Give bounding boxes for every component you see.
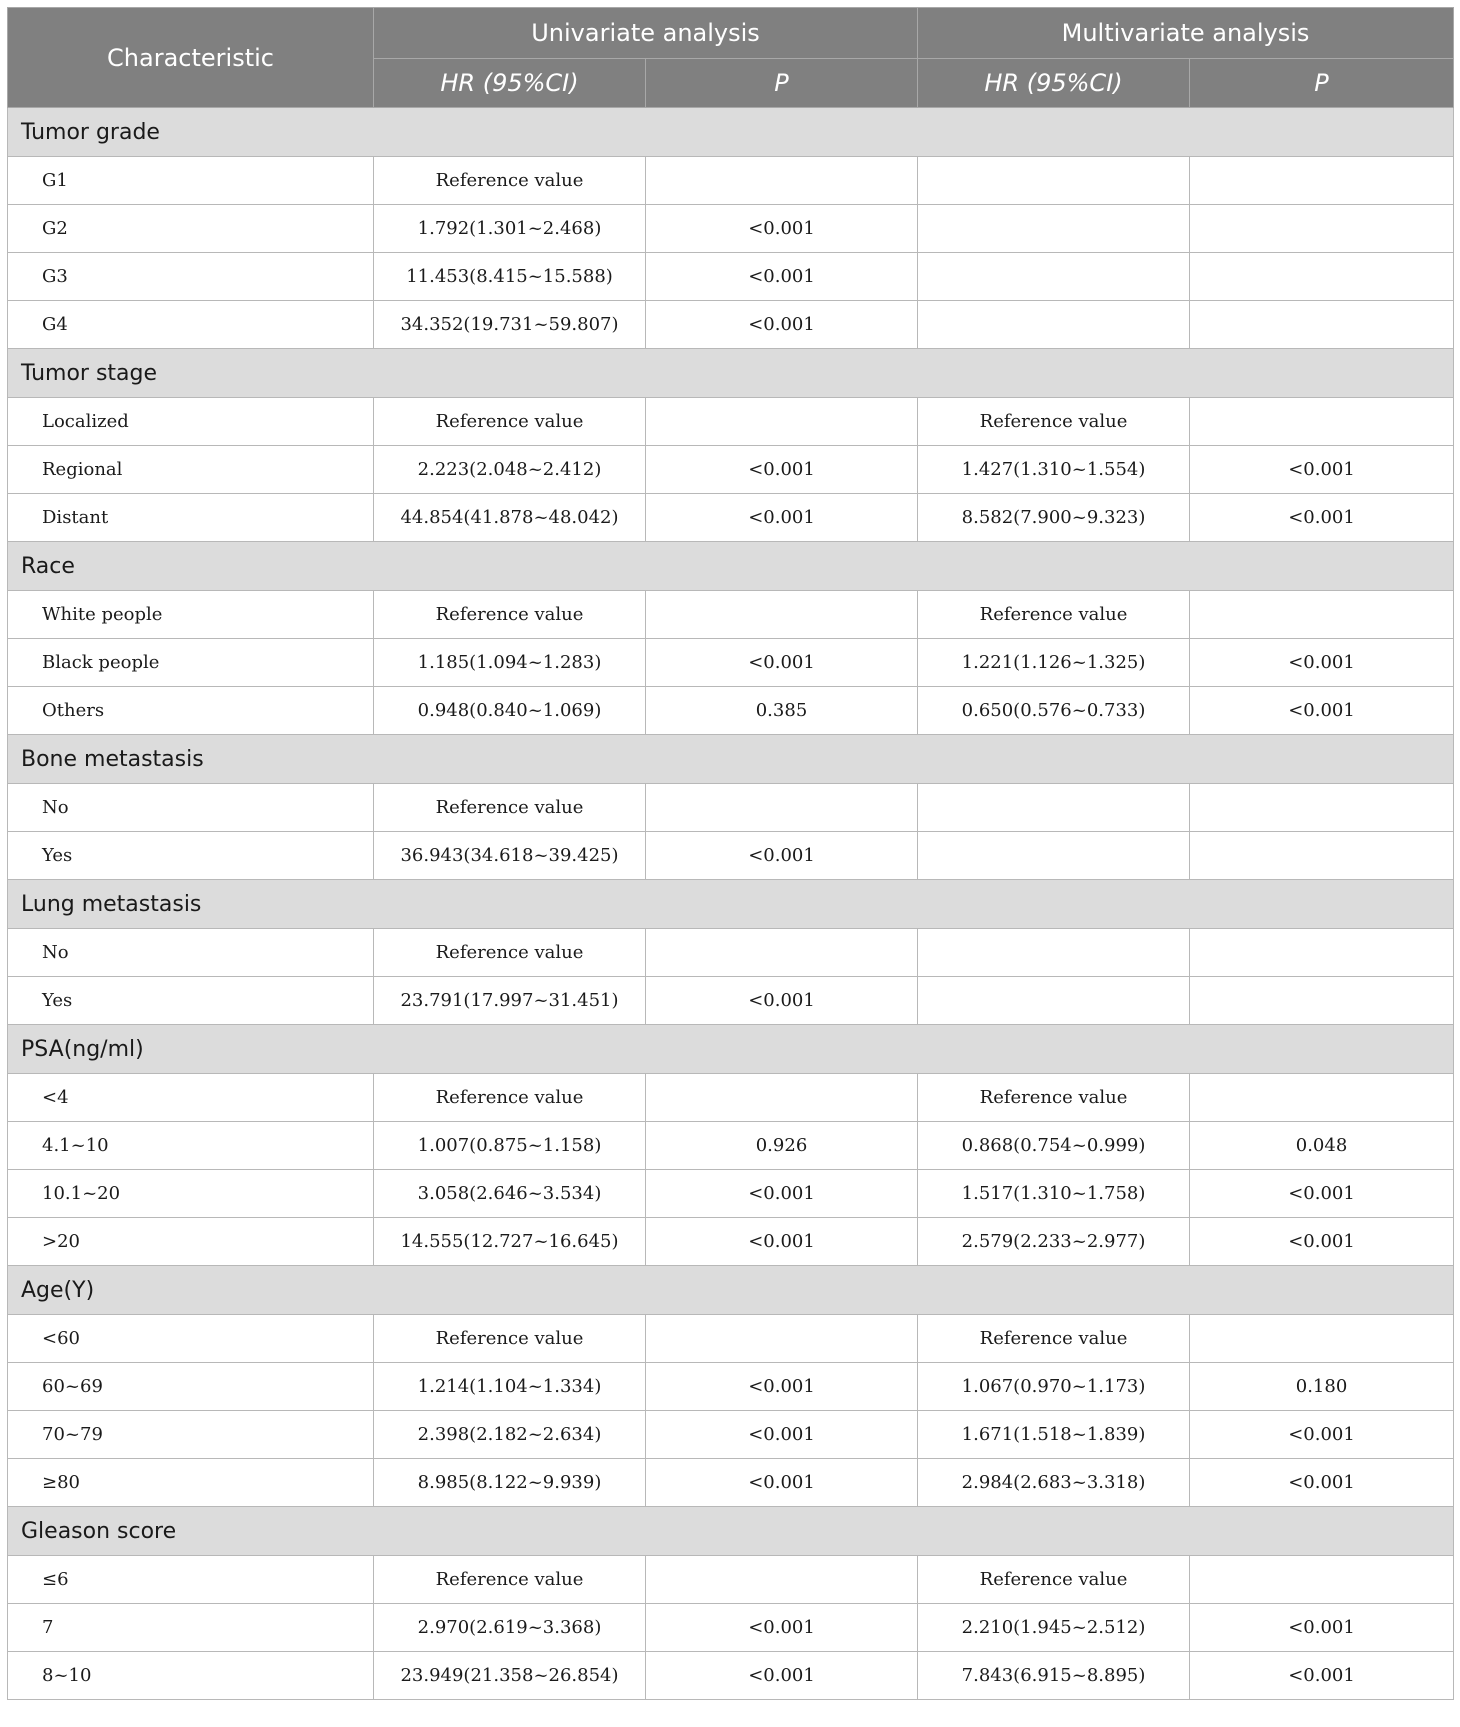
cox-regression-table <box>7 7 1454 1700</box>
multivariate-p-cell <box>1190 205 1454 253</box>
row-label: 70~79 <box>8 1411 374 1459</box>
row-label: Distant <box>8 494 374 542</box>
multivariate-hr-cell: 8.582(7.900~9.323) <box>918 494 1190 542</box>
multivariate-hr-cell: 1.671(1.518~1.839) <box>918 1411 1190 1459</box>
univariate-p-cell: <0.001 <box>646 832 918 880</box>
multivariate-hr-cell <box>918 977 1190 1025</box>
table-row <box>8 1411 1454 1459</box>
table-row <box>8 639 1454 687</box>
univariate-hr-cell: 34.352(19.731~59.807) <box>374 301 646 349</box>
row-label: G3 <box>8 253 374 301</box>
multivariate-p-cell <box>1190 591 1454 639</box>
univariate-p-cell: <0.001 <box>646 1459 918 1507</box>
univariate-p-cell: <0.001 <box>646 446 918 494</box>
table-row <box>8 1604 1454 1652</box>
univariate-hr-cell: Reference value <box>374 1315 646 1363</box>
table-row <box>8 446 1454 494</box>
univariate-p-cell: <0.001 <box>646 1363 918 1411</box>
univariate-hr-cell: 1.185(1.094~1.283) <box>374 639 646 687</box>
table-row <box>8 205 1454 253</box>
table-row <box>8 687 1454 735</box>
univariate-hr-cell: 2.398(2.182~2.634) <box>374 1411 646 1459</box>
header-multivariate: Multivariate analysis <box>918 8 1454 59</box>
multivariate-p-cell: 0.048 <box>1190 1122 1454 1170</box>
row-label: <60 <box>8 1315 374 1363</box>
univariate-hr-cell: 0.948(0.840~1.069) <box>374 687 646 735</box>
header-multivariate-p: P <box>1190 59 1454 108</box>
multivariate-p-cell <box>1190 1556 1454 1604</box>
table-row <box>8 253 1454 301</box>
univariate-p-cell <box>646 398 918 446</box>
section-row <box>8 1025 1454 1074</box>
univariate-p-cell: <0.001 <box>646 639 918 687</box>
row-label: White people <box>8 591 374 639</box>
row-label: ≥80 <box>8 1459 374 1507</box>
table-row <box>8 301 1454 349</box>
multivariate-hr-cell <box>918 929 1190 977</box>
univariate-hr-cell: 11.453(8.415~15.588) <box>374 253 646 301</box>
multivariate-p-cell <box>1190 253 1454 301</box>
multivariate-p-cell <box>1190 929 1454 977</box>
row-label: Localized <box>8 398 374 446</box>
section-row <box>8 1507 1454 1556</box>
section-row <box>8 542 1454 591</box>
row-label: G4 <box>8 301 374 349</box>
table-row <box>8 494 1454 542</box>
row-label: 7 <box>8 1604 374 1652</box>
multivariate-p-cell: <0.001 <box>1190 1604 1454 1652</box>
table-row <box>8 1315 1454 1363</box>
multivariate-hr-cell: 1.517(1.310~1.758) <box>918 1170 1190 1218</box>
table-container <box>7 7 1454 1700</box>
univariate-p-cell: <0.001 <box>646 1170 918 1218</box>
row-label: 4.1~10 <box>8 1122 374 1170</box>
multivariate-p-cell <box>1190 398 1454 446</box>
row-label: No <box>8 784 374 832</box>
univariate-p-cell: <0.001 <box>646 1652 918 1700</box>
header-univariate: Univariate analysis <box>374 8 918 59</box>
univariate-p-cell: <0.001 <box>646 253 918 301</box>
section-row <box>8 1266 1454 1315</box>
multivariate-p-cell <box>1190 157 1454 205</box>
row-label: >20 <box>8 1218 374 1266</box>
table-header <box>8 8 1454 108</box>
univariate-hr-cell: 14.555(12.727~16.645) <box>374 1218 646 1266</box>
table-row <box>8 1363 1454 1411</box>
univariate-p-cell <box>646 1315 918 1363</box>
multivariate-p-cell: <0.001 <box>1190 1170 1454 1218</box>
table-row <box>8 784 1454 832</box>
section-title: Bone metastasis <box>8 735 1454 784</box>
multivariate-hr-cell: Reference value <box>918 1074 1190 1122</box>
multivariate-hr-cell: 1.427(1.310~1.554) <box>918 446 1190 494</box>
table-row <box>8 1074 1454 1122</box>
table-row <box>8 929 1454 977</box>
univariate-hr-cell: Reference value <box>374 1556 646 1604</box>
univariate-hr-cell: Reference value <box>374 1074 646 1122</box>
multivariate-hr-cell <box>918 784 1190 832</box>
univariate-hr-cell: Reference value <box>374 784 646 832</box>
multivariate-p-cell: <0.001 <box>1190 687 1454 735</box>
header-characteristic: Characteristic <box>8 8 374 108</box>
section-title: Race <box>8 542 1454 591</box>
row-label: G1 <box>8 157 374 205</box>
univariate-hr-cell: 3.058(2.646~3.534) <box>374 1170 646 1218</box>
multivariate-p-cell: <0.001 <box>1190 1459 1454 1507</box>
row-label: Black people <box>8 639 374 687</box>
univariate-p-cell: <0.001 <box>646 301 918 349</box>
header-univariate-p: P <box>646 59 918 108</box>
univariate-p-cell: <0.001 <box>646 977 918 1025</box>
row-label: Others <box>8 687 374 735</box>
section-title: Tumor stage <box>8 349 1454 398</box>
row-label: No <box>8 929 374 977</box>
multivariate-hr-cell: 0.868(0.754~0.999) <box>918 1122 1190 1170</box>
multivariate-hr-cell: 0.650(0.576~0.733) <box>918 687 1190 735</box>
univariate-p-cell <box>646 1074 918 1122</box>
row-label: 8~10 <box>8 1652 374 1700</box>
row-label: G2 <box>8 205 374 253</box>
table-row <box>8 1556 1454 1604</box>
multivariate-hr-cell <box>918 205 1190 253</box>
row-label: 10.1~20 <box>8 1170 374 1218</box>
multivariate-hr-cell: Reference value <box>918 1556 1190 1604</box>
univariate-hr-cell: Reference value <box>374 591 646 639</box>
multivariate-p-cell <box>1190 832 1454 880</box>
univariate-p-cell: <0.001 <box>646 494 918 542</box>
header-multivariate-hr: HR (95%CI) <box>918 59 1190 108</box>
section-row <box>8 349 1454 398</box>
univariate-p-cell: <0.001 <box>646 1411 918 1459</box>
section-title: PSA(ng/ml) <box>8 1025 1454 1074</box>
univariate-hr-cell: 44.854(41.878~48.042) <box>374 494 646 542</box>
multivariate-hr-cell <box>918 253 1190 301</box>
table-row <box>8 832 1454 880</box>
multivariate-p-cell: <0.001 <box>1190 1652 1454 1700</box>
table-row <box>8 1122 1454 1170</box>
multivariate-p-cell <box>1190 1074 1454 1122</box>
header-univariate-hr: HR (95%CI) <box>374 59 646 108</box>
section-title: Gleason score <box>8 1507 1454 1556</box>
univariate-p-cell: <0.001 <box>646 205 918 253</box>
row-label: Yes <box>8 832 374 880</box>
row-label: Regional <box>8 446 374 494</box>
multivariate-hr-cell: Reference value <box>918 591 1190 639</box>
univariate-p-cell: 0.926 <box>646 1122 918 1170</box>
univariate-p-cell: 0.385 <box>646 687 918 735</box>
section-title: Tumor grade <box>8 108 1454 157</box>
univariate-hr-cell: Reference value <box>374 398 646 446</box>
multivariate-p-cell <box>1190 1315 1454 1363</box>
row-label: Yes <box>8 977 374 1025</box>
table-body <box>8 108 1454 1700</box>
univariate-hr-cell: 1.214(1.104~1.334) <box>374 1363 646 1411</box>
univariate-hr-cell: 23.949(21.358~26.854) <box>374 1652 646 1700</box>
multivariate-p-cell: 0.180 <box>1190 1363 1454 1411</box>
multivariate-hr-cell: 1.221(1.126~1.325) <box>918 639 1190 687</box>
multivariate-hr-cell: 2.579(2.233~2.977) <box>918 1218 1190 1266</box>
univariate-hr-cell: 2.223(2.048~2.412) <box>374 446 646 494</box>
table-row <box>8 591 1454 639</box>
univariate-p-cell: <0.001 <box>646 1218 918 1266</box>
multivariate-hr-cell: Reference value <box>918 1315 1190 1363</box>
multivariate-p-cell: <0.001 <box>1190 1218 1454 1266</box>
univariate-hr-cell: Reference value <box>374 929 646 977</box>
row-label: 60~69 <box>8 1363 374 1411</box>
univariate-hr-cell: 1.007(0.875~1.158) <box>374 1122 646 1170</box>
table-row <box>8 1459 1454 1507</box>
univariate-hr-cell: 23.791(17.997~31.451) <box>374 977 646 1025</box>
multivariate-hr-cell: 2.984(2.683~3.318) <box>918 1459 1190 1507</box>
univariate-hr-cell: 36.943(34.618~39.425) <box>374 832 646 880</box>
univariate-p-cell <box>646 591 918 639</box>
multivariate-hr-cell: 2.210(1.945~2.512) <box>918 1604 1190 1652</box>
multivariate-p-cell: <0.001 <box>1190 1411 1454 1459</box>
multivariate-hr-cell: 7.843(6.915~8.895) <box>918 1652 1190 1700</box>
univariate-p-cell <box>646 157 918 205</box>
section-row <box>8 108 1454 157</box>
multivariate-hr-cell: 1.067(0.970~1.173) <box>918 1363 1190 1411</box>
table-row <box>8 1170 1454 1218</box>
multivariate-p-cell <box>1190 784 1454 832</box>
multivariate-p-cell: <0.001 <box>1190 494 1454 542</box>
table-row <box>8 1218 1454 1266</box>
multivariate-p-cell <box>1190 977 1454 1025</box>
section-row <box>8 880 1454 929</box>
table-row <box>8 1652 1454 1700</box>
univariate-hr-cell: 8.985(8.122~9.939) <box>374 1459 646 1507</box>
univariate-p-cell <box>646 784 918 832</box>
univariate-hr-cell: 2.970(2.619~3.368) <box>374 1604 646 1652</box>
section-row <box>8 735 1454 784</box>
row-label: <4 <box>8 1074 374 1122</box>
multivariate-hr-cell <box>918 157 1190 205</box>
table-row <box>8 398 1454 446</box>
univariate-p-cell <box>646 1556 918 1604</box>
multivariate-hr-cell <box>918 301 1190 349</box>
univariate-hr-cell: 1.792(1.301~2.468) <box>374 205 646 253</box>
multivariate-p-cell: <0.001 <box>1190 446 1454 494</box>
row-label: ≤6 <box>8 1556 374 1604</box>
table-row <box>8 157 1454 205</box>
table-row <box>8 977 1454 1025</box>
multivariate-hr-cell <box>918 832 1190 880</box>
section-title: Age(Y) <box>8 1266 1454 1315</box>
multivariate-p-cell: <0.001 <box>1190 639 1454 687</box>
section-title: Lung metastasis <box>8 880 1454 929</box>
univariate-p-cell: <0.001 <box>646 1604 918 1652</box>
univariate-hr-cell: Reference value <box>374 157 646 205</box>
multivariate-p-cell <box>1190 301 1454 349</box>
multivariate-hr-cell: Reference value <box>918 398 1190 446</box>
univariate-p-cell <box>646 929 918 977</box>
